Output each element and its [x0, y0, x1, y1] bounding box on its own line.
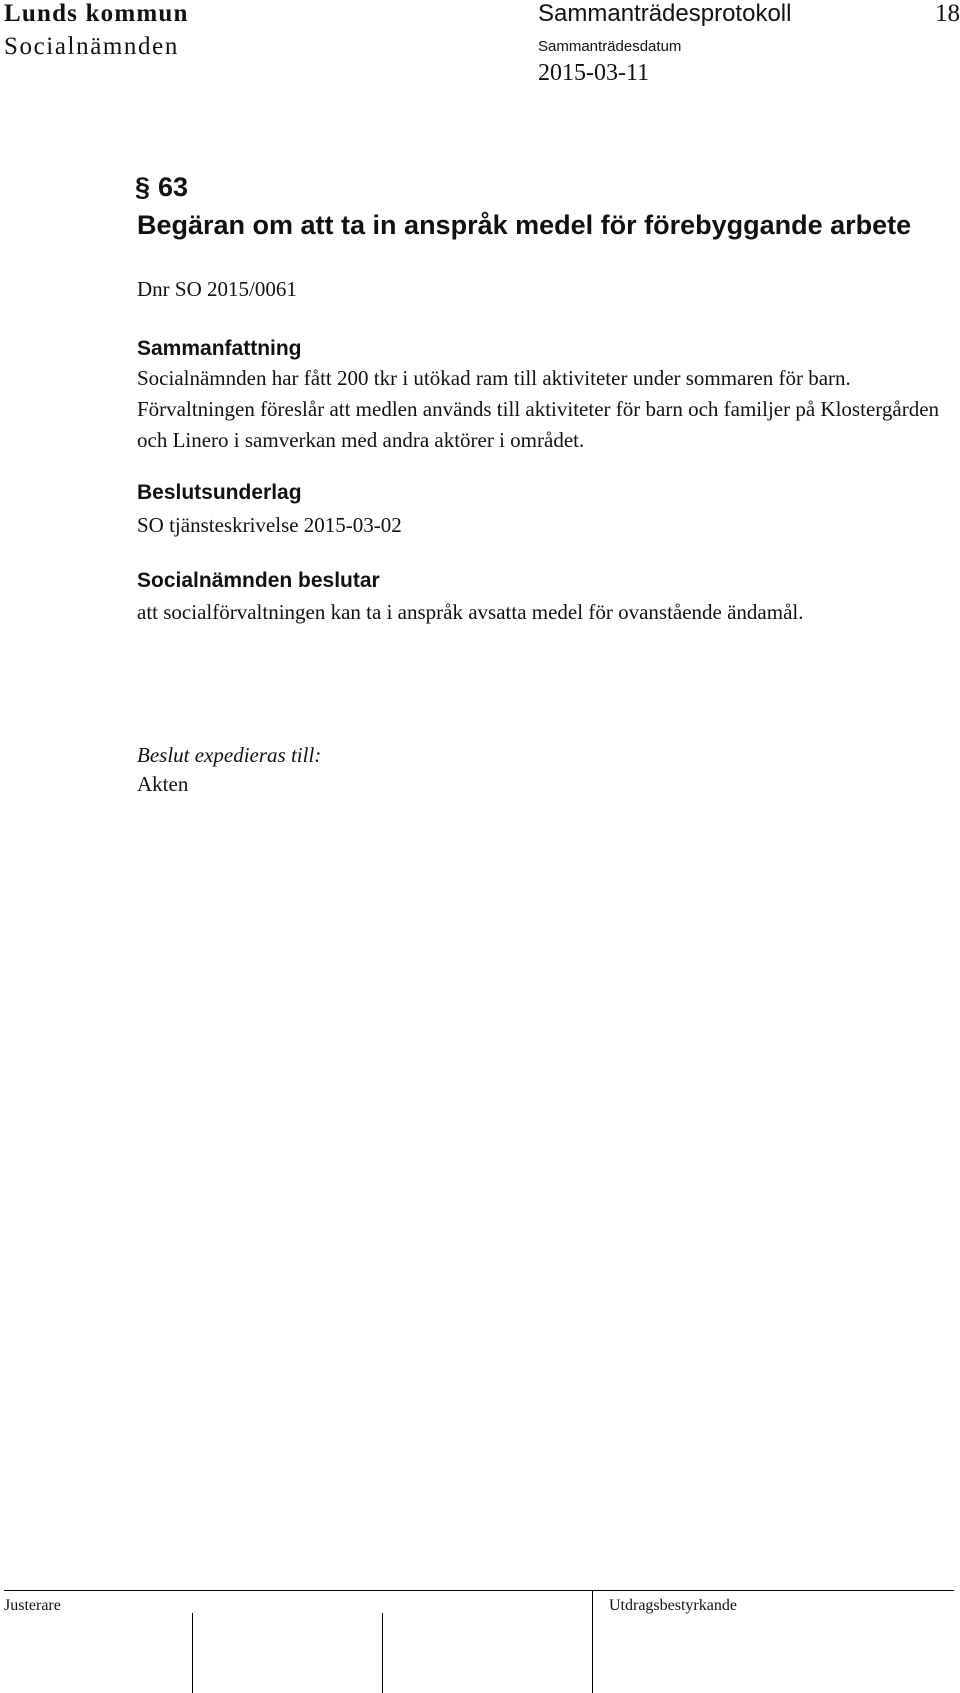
document-type: Sammanträdesprotokoll — [538, 0, 792, 27]
adjuster-label: Justerare — [4, 1597, 61, 1614]
decision-basis-item: SO tjänsteskrivelse 2015-03-02 — [137, 513, 402, 537]
section-sign: § — [135, 172, 151, 202]
extract-certification-label: Utdragsbestyrkande — [609, 1597, 737, 1614]
summary-heading: Sammanfattning — [137, 337, 302, 360]
footer-rule — [4, 1590, 954, 1591]
case-number: Dnr SO 2015/0061 — [137, 277, 297, 301]
decision-heading: Socialnämnden beslutar — [137, 569, 380, 592]
signature-box-divider-2 — [382, 1613, 383, 1693]
dispatch-label: Beslut expedieras till: — [137, 743, 322, 767]
signature-box-divider-1 — [192, 1613, 193, 1693]
meeting-date-label: Sammanträdesdatum — [538, 38, 682, 55]
meeting-date: 2015-03-11 — [538, 60, 650, 86]
decision-basis-heading: Beslutsunderlag — [137, 481, 302, 504]
dispatch-recipient: Akten — [137, 772, 189, 796]
paragraph-heading — [135, 172, 188, 203]
paragraph-number: 63 — [158, 172, 189, 202]
organization-name: Lunds kommun — [4, 0, 189, 27]
paragraph-title: Begäran om att ta in anspråk medel för förebyggande arbete — [137, 210, 912, 240]
committee-name: Socialnämnden — [4, 33, 179, 60]
footer-divider-main — [592, 1590, 593, 1693]
page-number: 18 — [935, 0, 960, 27]
decision-text: att socialförvaltningen kan ta i anspråk avsatta medel för ovanstående ändamål. — [137, 600, 804, 624]
summary-text: Socialnämnden har fått 200 tkr i utökad ram till aktiviteter under sommaren för barn. Förvaltningen föreslår att medlen används till aktiviteter för barn och familjer på Klostergården och Linero i samverkan med andra aktörer i området. — [137, 366, 940, 452]
